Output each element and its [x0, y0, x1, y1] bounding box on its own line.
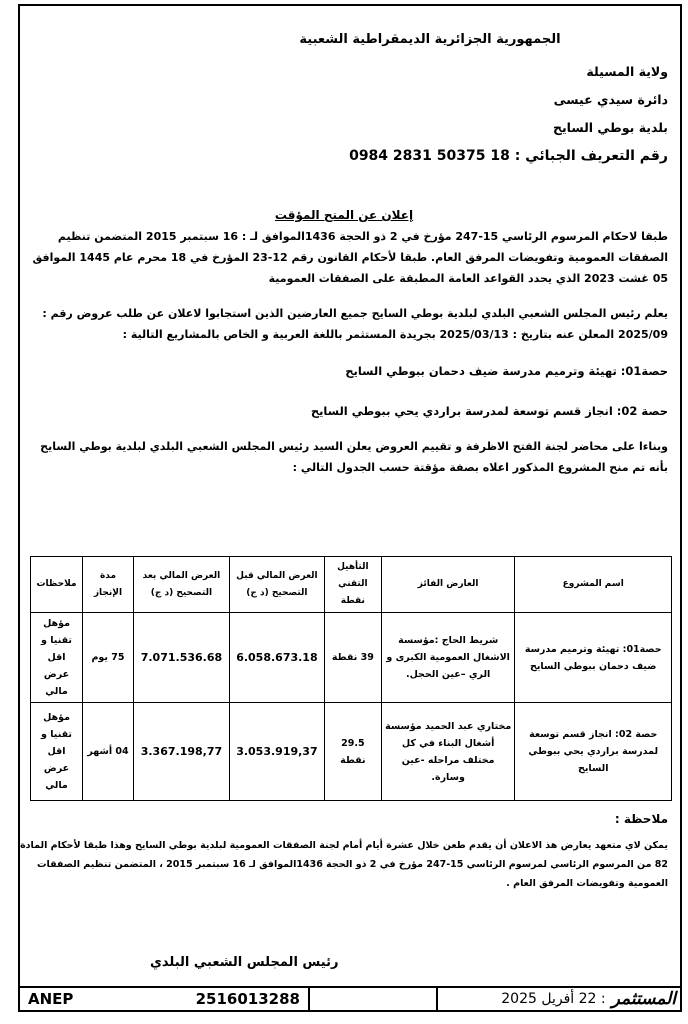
cell-remarks: مؤهل تقنيا و اقل عرض مالي — [31, 703, 83, 801]
cell-technical: 29.5 نقطة — [324, 703, 381, 801]
newspaper-logo: المستثمر — [611, 989, 676, 1009]
col-offer-before: العرض المالي قبل التصحيح (د ج) — [229, 557, 324, 613]
cell-offer-after: 3.367.198,77 — [133, 703, 229, 801]
cell-technical: 39 نقطة — [324, 613, 381, 703]
daira: دائرة سيدي عيسى — [553, 92, 668, 107]
tax-id: رقم التعريف الجبائي : 18 50375 2831 0984 — [349, 148, 668, 164]
cell-winner: شريط الحاج :مؤسسة الاشغال العمومية الكبرى و الري –عين الحجل. — [381, 613, 515, 703]
cell-offer-before: 6.058.673.18 — [229, 613, 324, 703]
col-technical: التأهيل التقني نقطة — [324, 557, 381, 613]
table-row — [31, 703, 672, 801]
issue-date: : 22 أفريل 2025 — [501, 991, 606, 1007]
cell-winner: مختاري عبد الحميد مؤسسة أشغال البناء في كل مختلف مراحله -عين وسارة. — [381, 703, 515, 801]
award-table — [30, 556, 672, 801]
lot-1: حصة01: تهيئة وترميم مدرسة ضيف دحمان ببوطي السايح — [345, 364, 668, 378]
table-header-row — [31, 557, 672, 613]
republic-title: الجمهورية الجزائرية الديمقراطية الشعبية — [299, 32, 561, 47]
cell-project: حصة 02: انجاز قسم توسعة لمدرسة براردي يحي ببوطي السايح — [515, 703, 672, 801]
agency-label: ANEP — [28, 990, 74, 1008]
col-winner: العارض الفائز — [381, 557, 515, 613]
cell-duration: 04 أشهر — [83, 703, 134, 801]
lot-2: حصة 02: انجاز قسم توسعة لمدرسة براردي يحي ببوطي السايح — [310, 404, 668, 418]
col-duration: مدة الإنجاز — [83, 557, 134, 613]
table-row — [31, 613, 672, 703]
commune: بلدية بوطي السايح — [552, 120, 668, 135]
col-offer-after: العرض المالي بعد التصحيح (د ج) — [133, 557, 229, 613]
cell-offer-after: 7.071.536.68 — [133, 613, 229, 703]
remark-label: ملاحظة : — [614, 812, 668, 826]
award-paragraph: وبناءا على محاضر لجنة الفتح الاظرفة و تقييم العروض يعلن السيد رئيس المجلس الشعبي البلدي لبلدية بوطي السايح بأنه تم منح المشروع المذكور اعلاه بصفة مؤقتة حسب الجدول التالي : — [40, 440, 668, 474]
remark-text: يمكن لاي متعهد يعارض هذ الاعلان أن يقدم طعن خلال عشرة أيام أمام لجنة الصفقات العمومية لبلدية بوطي السايح وهذا طبقا لأحكام المادة 82 من المرسوم الرئاسي لمرسوم الرئاسي 15-247 مؤرخ في 2 ذو الحجة 1436الموافق لـ 16 سبتمبر 2015 ، المتضمن تنظيم الصفقات العمومية وتفويضات المرفق العام . — [20, 840, 668, 889]
wilaya: ولاية المسيلة — [586, 64, 668, 79]
col-project: اسم المشروع — [515, 557, 672, 613]
signature: رئيس المجلس الشعبي البلدي — [150, 955, 339, 970]
announcement-paragraph: يعلم رئيس المجلس الشعبي البلدي لبلدية بوطي السايح جميع العارضين الذين استجابوا لاعلان عن طلب عروض رقم : 2025/09 المعلن عنه بتاريخ : 2025/03/13 بجريدة المستثمر باللغة العربية و الخاص بالمشاريع التالية : — [42, 307, 668, 341]
col-remarks: ملاحظات — [31, 557, 83, 613]
cell-duration: 75 يوم — [83, 613, 134, 703]
cell-remarks: مؤهل تقنيا و اقل عرض مالي — [31, 613, 83, 703]
footer-bar — [18, 986, 682, 1012]
cell-offer-before: 3.053.919,37 — [229, 703, 324, 801]
notice-title: إعلان عن المنح المؤقت — [274, 208, 414, 222]
cell-project: حصة01: تهيئة وترميم مدرسة ضيف دحمان ببوطي السايح — [515, 613, 672, 703]
legal-paragraph: طبقا لاحكام المرسوم الرئاسي 15-247 مؤرخ في 2 ذو الحجة 1436الموافق لـ : 16 سبتمبر 2015 المتضمن تنظيم الصفقات العمومية وتفويضات المرفق العام. طبقا لأحكام القانون رقم 12-23 المؤرخ في 18 محرم عام 1445 الموافق 05 غشت 2023 الذي يحدد القواعد العامة المطبقة على الصفقات العمومية — [32, 230, 668, 285]
reference-number: 2516013288 — [195, 990, 300, 1008]
